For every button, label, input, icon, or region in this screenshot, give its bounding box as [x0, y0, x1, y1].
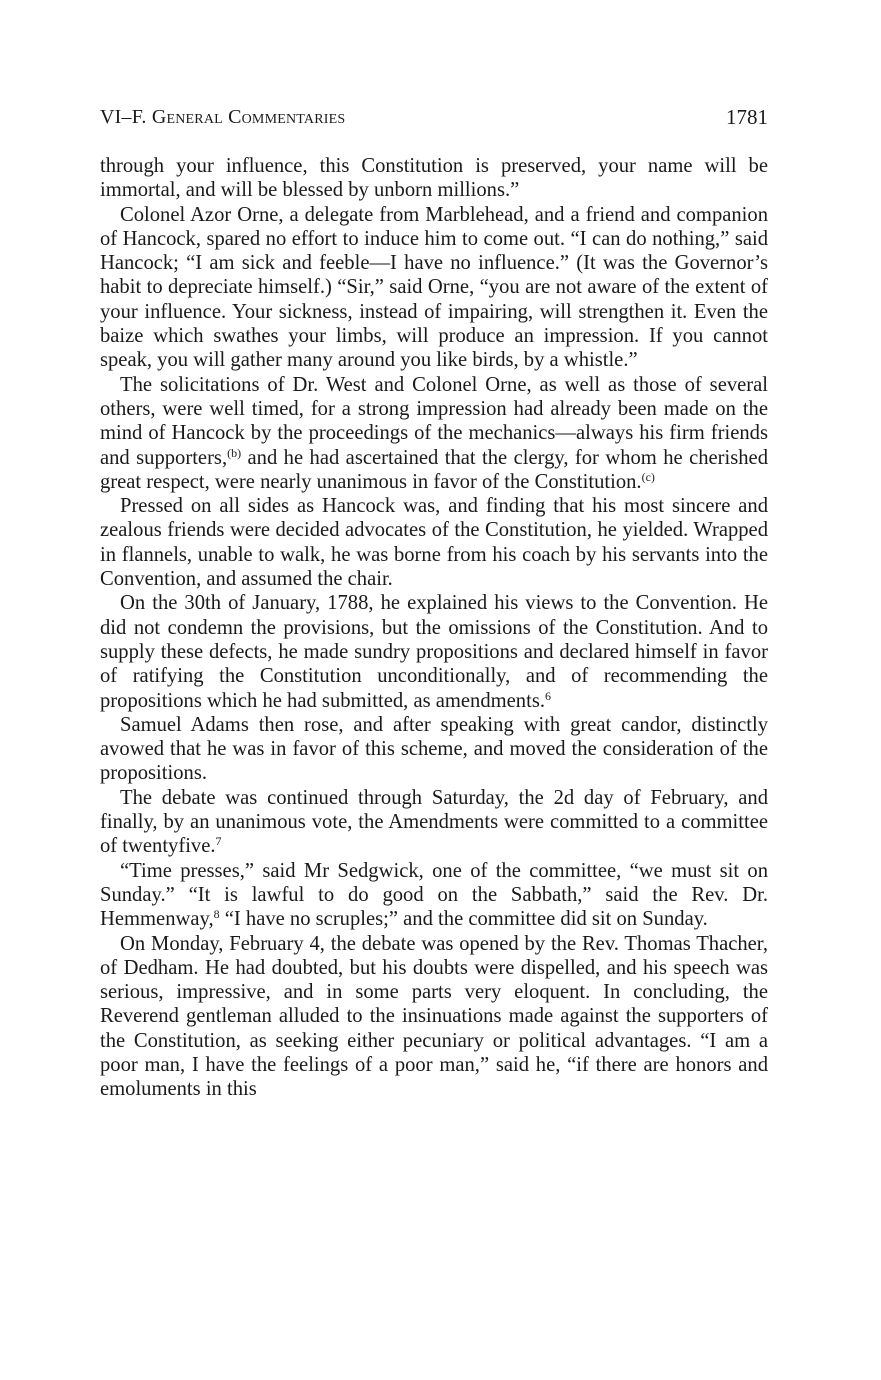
- paragraph-7: [100, 786, 768, 859]
- footnote-marker-7: 7: [215, 834, 222, 849]
- running-head: [100, 103, 768, 131]
- paragraph-text: Pressed on all sides as Hancock was, and finding that his most sincere and zealous friends were decided advocates of the Constitution, he yielded. Wrapped in flannels, unable to walk, he was borne from his coach by his servants into the Convention, and assumed the chair.: [100, 495, 768, 591]
- paragraph-text: On the 30th of January, 1788, he explained his views to the Convention. He did not condemn the provisions, but the omissions of the Constitution. And to supply these defects, he made sundry propositions and declared himself in favor of ratifying the Constitution unconditionally, and of recommending the propositions which he had submitted, as amendments.: [100, 592, 768, 712]
- paragraph-text: Samuel Adams then rose, and after speaking with great candor, distinctly avowed that he was in favor of this scheme, and moved the consideration of the propositions.: [100, 713, 768, 785]
- paragraph-text: “Time presses,” said Mr Sedgwick, one of the committee, “we must sit on Sunday.” “It is lawful to do good on the Sabbath,” said the Rev. Dr. Hemmenway,: [100, 859, 768, 931]
- paragraph-text: through your influence, this Constitution is preserved, your name will be immortal, and will be blessed by unborn millions.”: [100, 155, 768, 202]
- paragraph-6: [100, 713, 768, 786]
- paragraph-text: The solicitations of Dr. West and Colonel Orne, as well as those of several others, were well timed, for a strong impression had already been made on the mind of Hancock by the proceedings of the mechanics—always his firm friends and supporters,: [100, 373, 768, 469]
- paragraph-text: and he had ascertained that the clergy, for whom he cherished great respect, were nearly unanimous in favor of the Constitution.: [100, 446, 768, 493]
- paragraph-8: [100, 859, 768, 932]
- paragraph-1: [100, 154, 768, 203]
- paragraph-text: On Monday, February 4, the debate was opened by the Rev. Thomas Thacher, of Dedham. He had doubted, but his doubts were dispelled, and his speech was serious, impressive, and in some parts very eloquent. In concluding, the Reverend gentleman alluded to the insinuations made against the supporters of the Constitution, as seeking either pecuniary or political advantages. “I am a poor man, I have the feelings of a poor man,” said he, “if there are honors and emoluments in this: [100, 932, 768, 1101]
- body-text: [100, 154, 768, 1102]
- paragraph-text: “I have no scruples;” and the committee did sit on Sunday.: [219, 908, 708, 931]
- paragraph-text: The debate was continued through Saturday, the 2d day of February, and finally, by an unanimous vote, the Amendments were committed to a committee of twentyfive.: [100, 786, 768, 858]
- running-title: VI–F. General Commentaries: [100, 106, 346, 128]
- page-number: 1781: [726, 105, 768, 129]
- paragraph-5: [100, 591, 768, 712]
- footnote-marker-b: (b): [227, 445, 242, 460]
- paragraph-4: [100, 494, 768, 591]
- paragraph-9: [100, 932, 768, 1102]
- paragraph-2: [100, 203, 768, 373]
- paragraph-3: [100, 373, 768, 494]
- footnote-marker-c: (c): [641, 469, 655, 484]
- paragraph-text: Colonel Azor Orne, a delegate from Marblehead, and a friend and companion of Hancock, spared no effort to induce him to come out. “I can do nothing,” said Hancock; “I am sick and feeble—I have no influence.” (It was the Governor’s habit to depreciate himself.) “Sir,” said Orne, “you are not aware of the extent of your influence. Your sickness, instead of impairing, will strengthen it. Even the baize which swathes your limbs, will produce an impression. If you cannot speak, you will gather many around you like birds, by a whistle.”: [100, 203, 768, 372]
- footnote-marker-6: 6: [545, 688, 551, 703]
- footnote-marker-8: 8: [213, 907, 220, 922]
